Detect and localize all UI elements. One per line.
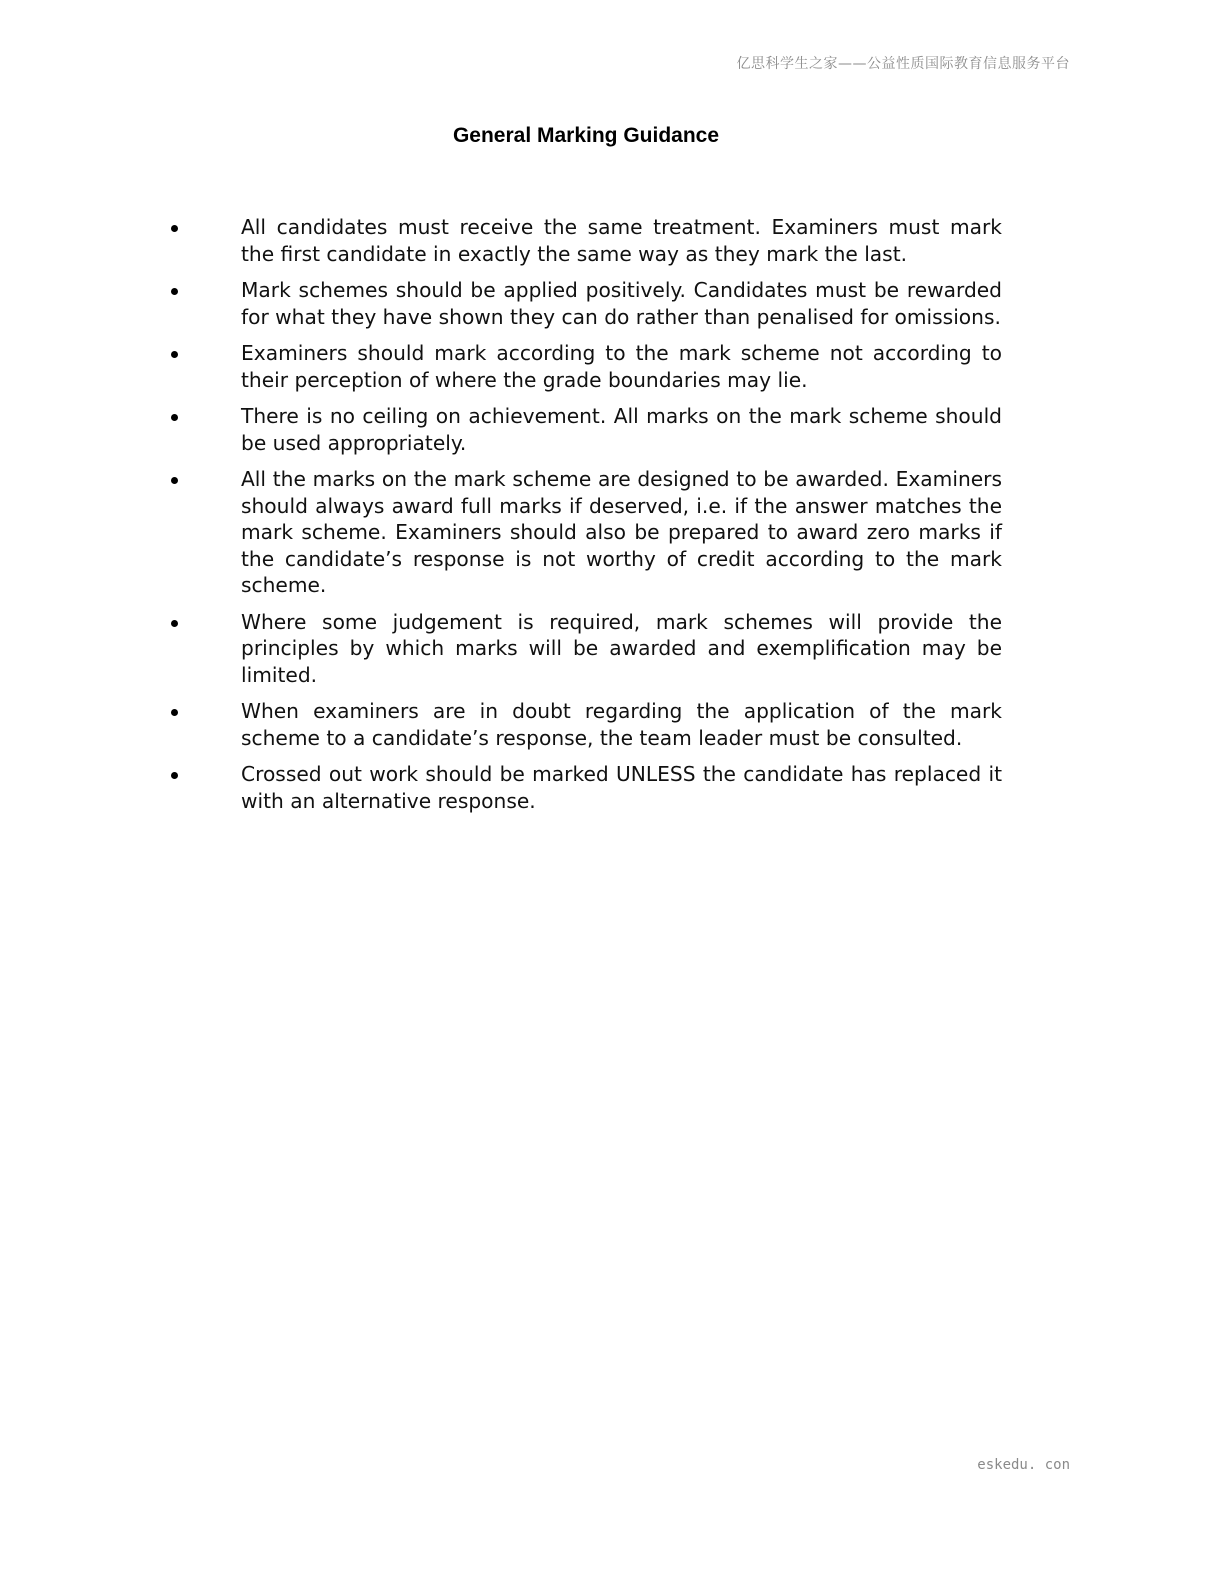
bullet-icon [171,477,178,484]
guidance-list [166,214,1002,824]
list-item [166,698,1002,751]
bullet-icon [171,709,178,716]
list-item [166,609,1002,689]
list-item [166,466,1002,599]
page-title: General Marking Guidance [452,124,720,147]
list-item [166,277,1002,330]
list-item [166,214,1002,267]
footer-watermark: eskedu. con [977,1457,1070,1473]
list-item-text: Where some judgement is required, mark schemes will provide the principles by which marks will be awarded and exemplification may be limited. [241,609,1002,687]
list-item-text: All the marks on the mark scheme are designed to be awarded. Examiners should always award full marks if deserved, i.e. if the answer matches the mark scheme. Examiners should also be prepared to award zero marks if the candidate’s response is not worthy of credit according to the mark scheme. [241,467,1002,597]
list-item-text: Examiners should mark according to the mark scheme not according to their perception of where the grade boundaries may lie. [241,341,1002,392]
header-watermark: 亿思科学生之家——公益性质国际教育信息服务平台 [736,56,1070,72]
bullet-icon [171,772,178,779]
list-item-text: When examiners are in doubt regarding the application of the mark scheme to a candidate’s response, the team leader must be consulted. [241,699,1002,750]
list-item-text: Mark schemes should be applied positively. Candidates must be rewarded for what they have shown they can do rather than penalised for omissions. [241,278,1002,329]
list-item [166,340,1002,393]
list-item-text: Crossed out work should be marked UNLESS the candidate has replaced it with an alternative response. [241,762,1002,813]
list-item-text: All candidates must receive the same treatment. Examiners must mark the first candidate in exactly the same way as they mark the last. [241,215,1002,266]
bullet-icon [171,225,178,232]
list-item [166,761,1002,814]
bullet-icon [171,351,178,358]
bullet-icon [171,414,178,421]
list-item-text: There is no ceiling on achievement. All marks on the mark scheme should be used appropriately. [241,404,1002,455]
bullet-icon [171,620,178,627]
list-item [166,403,1002,456]
bullet-icon [171,288,178,295]
